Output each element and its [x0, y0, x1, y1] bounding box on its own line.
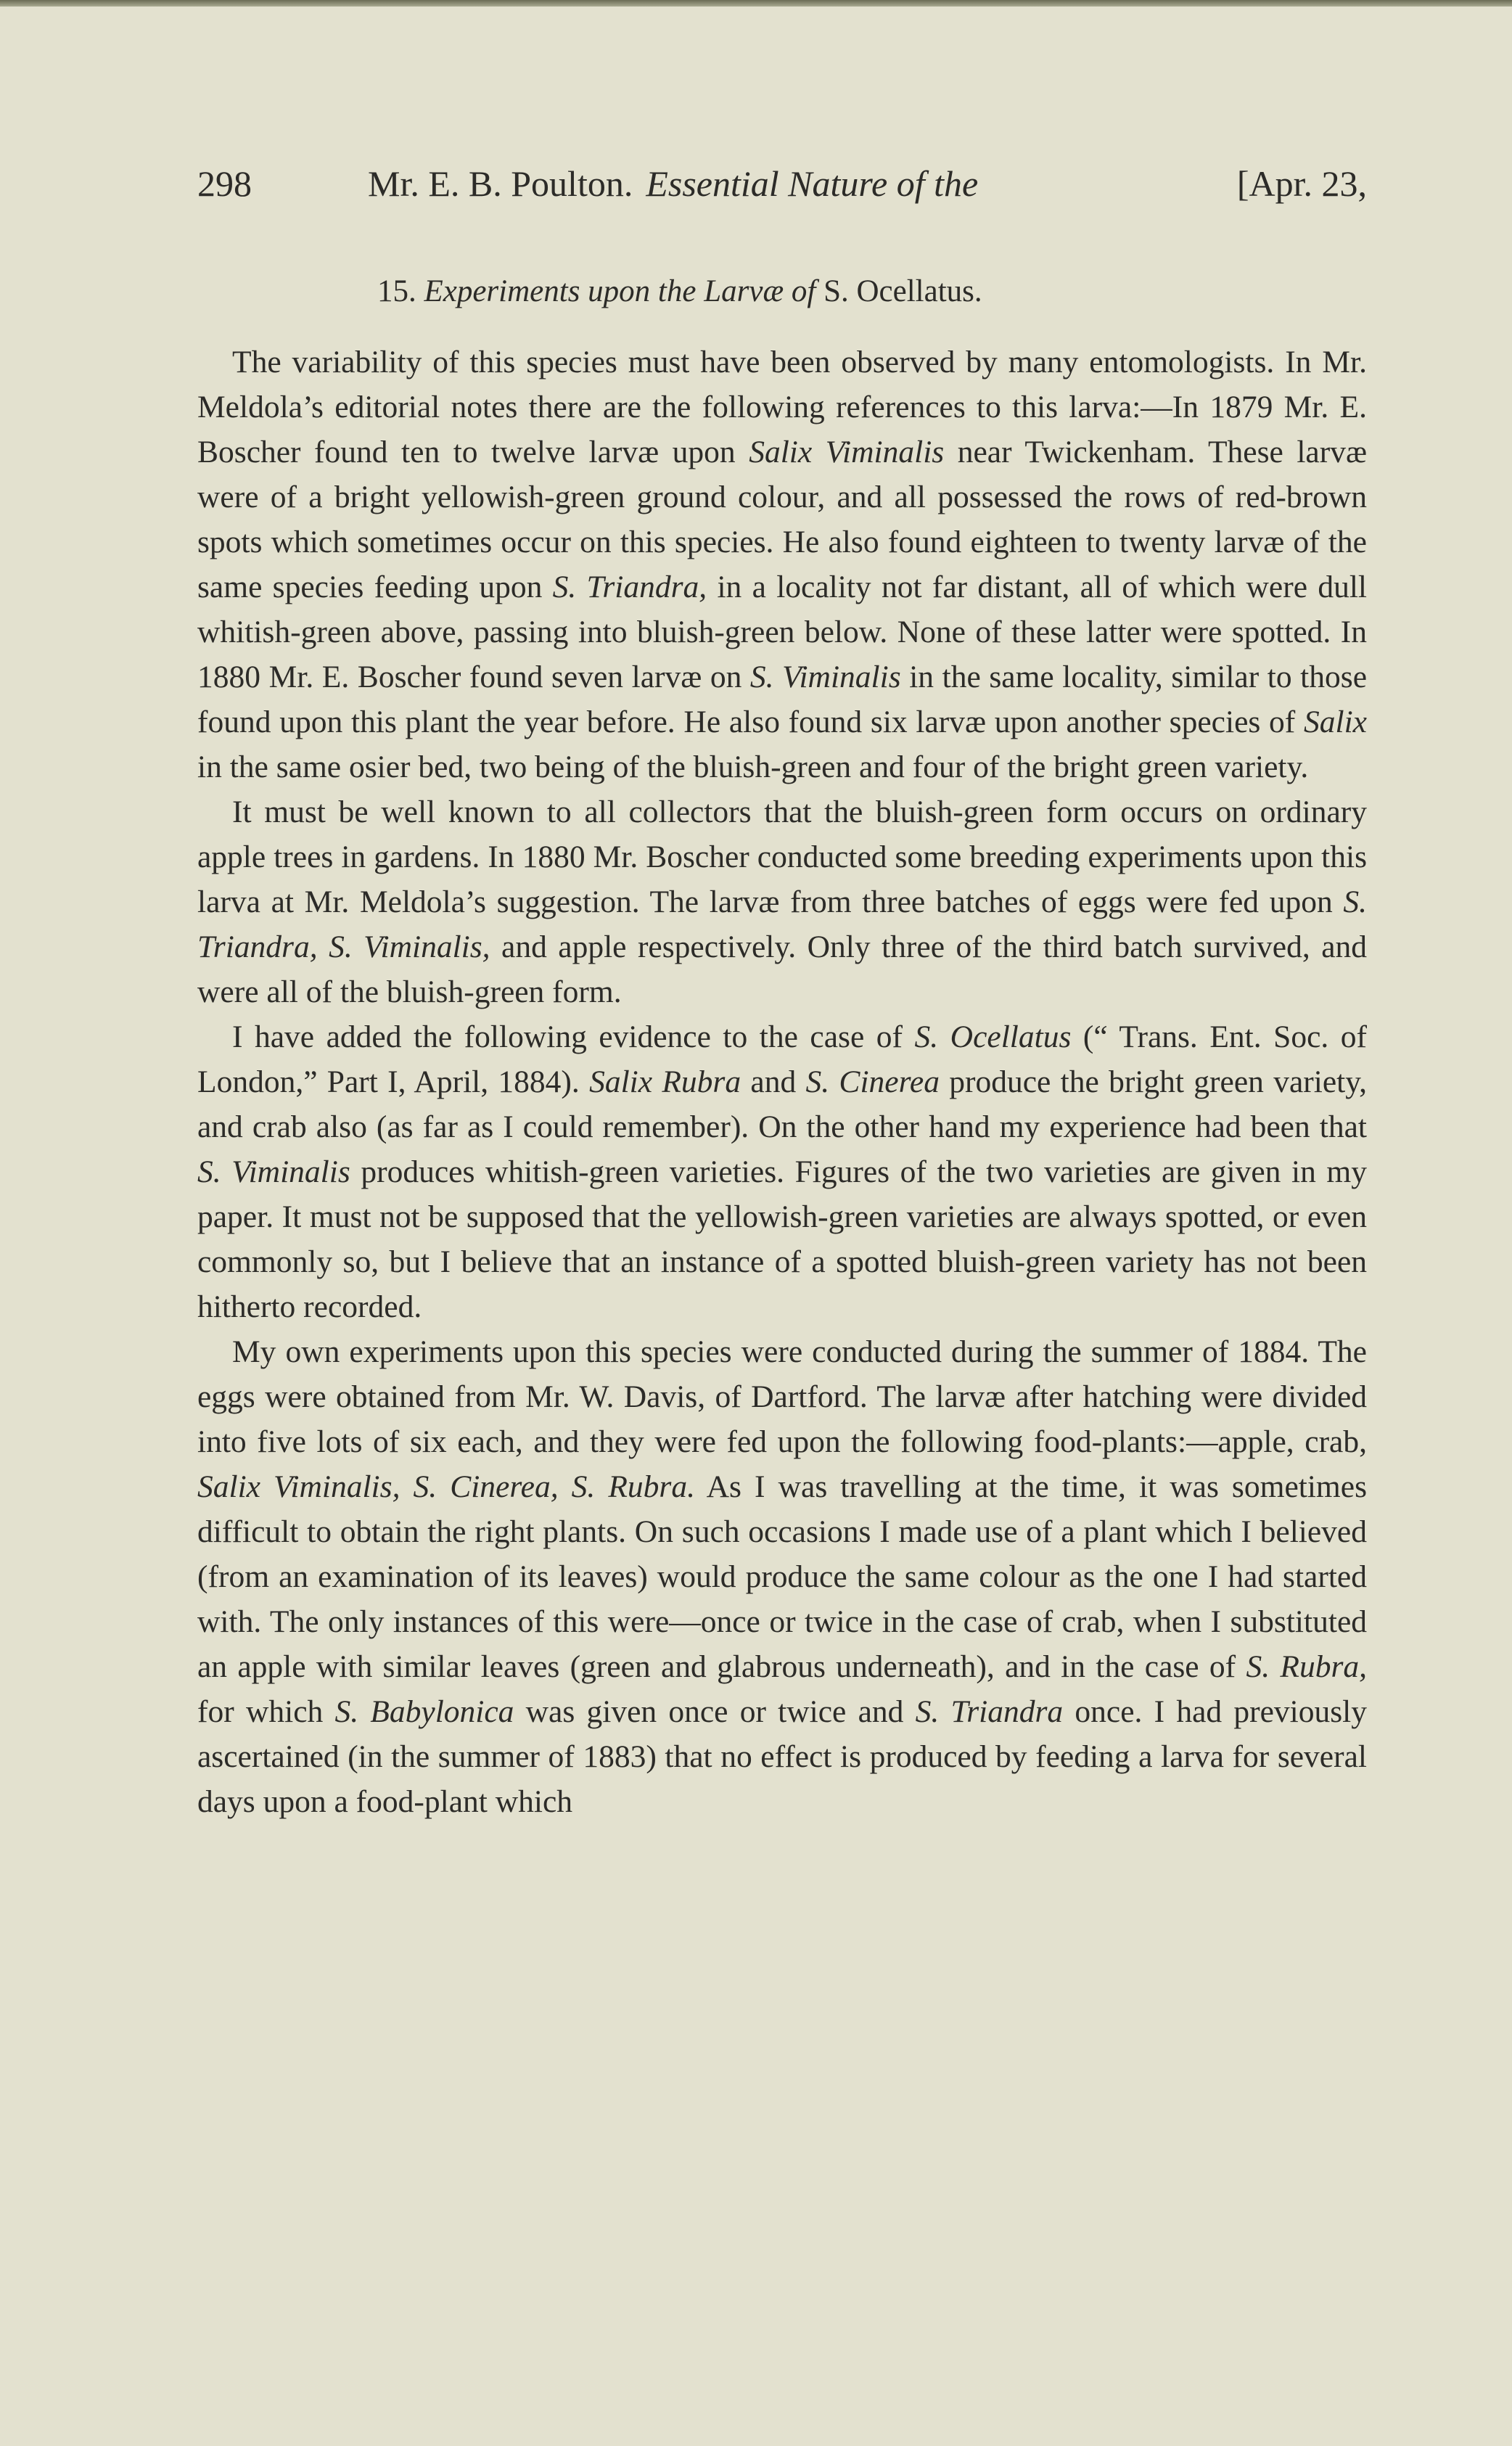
paragraph [197, 1329, 1367, 1824]
italic-text-segment: Salix [1304, 705, 1367, 739]
text-segment: The variability of this species must have been observed by many entomologists. In Mr. Meldola’s editorial notes there are the following references to this larva:—In 1879 Mr. E. Boscher found ten to twelve larvæ upon [197, 345, 1367, 469]
page-top-edge [0, 0, 1512, 7]
text-segment: (“ Trans. Ent. Soc. of London,” Part I, April, 1884). [197, 1019, 1367, 1099]
text-segment: My own experiments upon this species were conducted during the summer of 1884. The eggs were obtained from Mr. W. Davis, of Dartford. The larvæ after hatching were divided into five lots of six each, and they were fed upon the following food-plants:—apple, crab, [197, 1334, 1367, 1459]
italic-text-segment: S. Viminalis [749, 660, 901, 694]
text-segment: once. I had previously ascertained (in the summer of 1883) that no effect is produced by feeding a larva for several days upon a food-plant which [197, 1694, 1367, 1819]
text-segment: and [741, 1064, 806, 1099]
section-species: S. Ocellatus. [823, 274, 982, 308]
paragraph [197, 789, 1367, 1014]
text-segment: It must be well known to all collectors that the bluish-green form occurs on ordinary apple trees in gardens. In 1880 Mr. Boscher conducted some breeding experiments upon this larva at Mr. Meldola’s suggestion. The larvæ from three batches of eggs were fed upon [197, 795, 1367, 919]
header-title [368, 158, 978, 209]
italic-text-segment: S. Triandra [915, 1694, 1064, 1729]
header-article-title: Essential Nature of the [646, 163, 979, 204]
body-text [197, 340, 1367, 1824]
italic-text-segment: S. Triandra, [552, 570, 707, 604]
paragraph [197, 1014, 1367, 1329]
text-segment: I have added the following evidence to the case of [232, 1019, 915, 1054]
text-segment: and apple respectively. Only three of the third batch survived, and were all of the bluish-green form. [197, 929, 1367, 1009]
text-segment: was given once or twice and [514, 1694, 916, 1729]
italic-text-segment: Salix Viminalis [749, 435, 945, 469]
header-date: [Apr. 23, [1236, 163, 1367, 204]
italic-text-segment: S. Triandra, S. Viminalis, [197, 885, 1367, 964]
italic-text-segment: S. Viminalis [197, 1154, 350, 1189]
italic-text-segment: S. Babylonica [334, 1694, 514, 1729]
italic-text-segment: Salix Viminalis, S. Cinerea, S. Rubra. [197, 1469, 695, 1504]
text-segment: in a locality not far distant, all of which were dull whitish-green above, passing into bluish-green below. None of these latter were spotted. In 1880 Mr. E. Boscher found seven larvæ on [197, 570, 1367, 694]
text-segment: produce the bright green variety, and crab also (as far as I could remember). On the other hand my experience had been that [197, 1064, 1368, 1144]
section-number: 15. [377, 274, 416, 308]
section-title [377, 271, 1367, 312]
italic-text-segment: S. Rubra, [1246, 1649, 1368, 1684]
italic-text-segment: S. Cinerea [805, 1064, 940, 1099]
italic-text-segment: S. Ocellatus [914, 1019, 1072, 1054]
text-segment: near Twickenham. These larvæ were of a bright yellowish-green ground colour, and all possessed the rows of red-brown spots which sometimes occur on this species. He also found eighteen to twenty larvæ of the same species feeding upon [197, 435, 1367, 604]
text-segment: in the same osier bed, two being of the bluish-green and four of the bright green variety. [197, 750, 1309, 784]
running-header [197, 158, 1367, 209]
journal-page [197, 158, 1367, 1824]
text-segment: As I was travelling at the time, it was sometimes difficult to obtain the right plants. On such occasions I made use of a plant which I believed (from an examination of its leaves) would produce the same colour as the one I had started with. The only instances of this were—once or twice in the case of crab, when I substituted an apple with similar leaves (green and glabrous underneath), and in the case of [197, 1469, 1367, 1684]
paragraph [197, 340, 1367, 789]
text-segment: for which [197, 1694, 335, 1729]
text-segment: produces whitish-green varieties. Figures of the two varieties are given in my paper. It must not be supposed that the yellowish-green varieties are always spotted, or even commonly so, but I believe that an instance of a spotted bluish-green variety has not been hitherto recorded. [197, 1154, 1368, 1324]
text-segment: in the same locality, similar to those found upon this plant the year before. He also found six larvæ upon another species of [197, 660, 1367, 739]
page-number: 298 [197, 163, 252, 204]
italic-text-segment: Salix Rubra [589, 1064, 741, 1099]
header-author: Mr. E. B. Poulton. [368, 163, 633, 204]
section-title-italic: Experiments upon the Larvæ of [424, 274, 816, 308]
